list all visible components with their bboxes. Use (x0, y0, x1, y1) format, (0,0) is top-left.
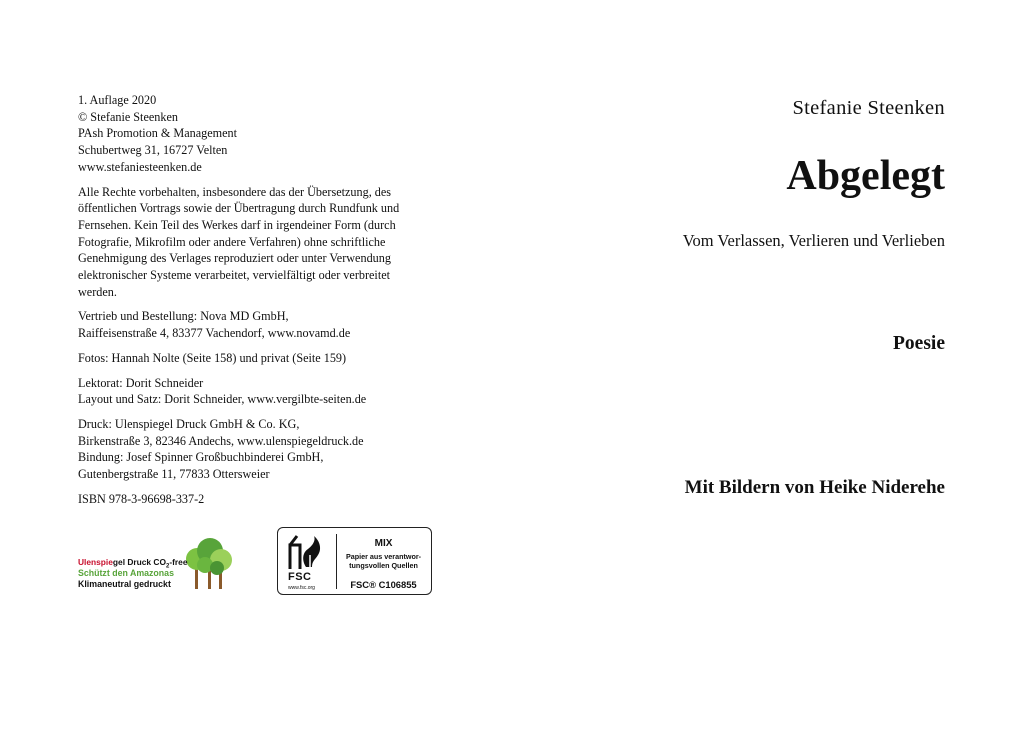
book-subtitle: Vom Verlassen, Verlieren und Verlieben (682, 231, 945, 250)
rights-line: öffentlichen Vortrags sowie der Übertragung durch Rundfunk und (78, 201, 400, 216)
fsc-code: FSC® C106855 (350, 579, 417, 590)
certification-logos (78, 527, 438, 599)
tree-icon (181, 535, 237, 591)
ulenspiegel-climate: Klimaneutral gedruckt (78, 579, 171, 589)
imprint-address: Schubertweg 31, 16727 Velten (78, 143, 228, 158)
imprint-print (78, 416, 448, 483)
fsc-logo (277, 527, 432, 595)
fsc-mix: MIX (374, 538, 393, 549)
fsc-tree-icon (286, 533, 326, 571)
imprint-publisher: PAsh Promotion & Management (78, 126, 238, 141)
book-author: Stefanie Steenken (792, 97, 945, 119)
imprint-edition: 1. Auflage 2020 (78, 93, 157, 107)
imprint (78, 92, 448, 515)
rights-line: Alle Rechte vorbehalten, insbesondere das der Übersetzung, des (78, 184, 392, 199)
fsc-description-line: Papier aus verantwor- (345, 552, 422, 561)
editing-line: Lektorat: Dorit Schneider (78, 375, 204, 390)
book-title: Abgelegt (786, 153, 945, 199)
photos-line: Fotos: Hannah Nolte (Seite 158) und privat (Seite 159) (78, 350, 347, 365)
imprint-distribution (78, 308, 448, 341)
print-line: Druck: Ulenspiegel Druck GmbH & Co. KG, (78, 416, 300, 431)
imprint-photos (78, 350, 448, 367)
imprint-isbn (78, 491, 448, 508)
print-line: Gutenbergstraße 11, 77833 Ottersweier (78, 467, 270, 482)
rights-line: Genehmigung des Verlages reproduziert oder unter Verwendung (78, 251, 391, 266)
fsc-description-line: tungsvollen Quellen (349, 560, 418, 570)
fsc-letters: FSC (288, 571, 312, 583)
rights-line: Fernsehen. Kein Teil des Werkes darf in irgendeiner Form (durch (78, 217, 396, 232)
rights-line: elektronischer Systeme verarbeitet, vervielfältigt oder verbreitet (78, 268, 391, 283)
rights-line: Fotografie, Mikrofilm oder andere Verfahren) ohne schriftliche (78, 234, 386, 249)
fsc-description (336, 553, 431, 570)
fsc-url: www.fsc.org (288, 585, 315, 591)
ulenspiegel-amazon: Schützt den Amazonas (78, 568, 174, 578)
editing-line: Layout und Satz: Dorit Schneider, www.vergilbte-seiten.de (78, 392, 367, 407)
imprint-rights (78, 184, 448, 301)
rights-line: werden. (78, 284, 117, 299)
print-line: Bindung: Josef Spinner Großbuchbinderei GmbH, (78, 450, 324, 465)
imprint-editing (78, 375, 448, 408)
isbn: ISBN 978-3-96698-337-2 (78, 491, 205, 506)
ulenspiegel-logo (78, 535, 238, 595)
book-genre: Poesie (893, 333, 945, 354)
print-line: Birkenstraße 3, 82346 Andechs, www.ulenspiegeldruck.de (78, 433, 364, 448)
imprint-copyright: © Stefanie Steenken (78, 109, 178, 124)
distribution-line: Raiffeisenstraße 4, 83377 Vachendorf, www.novamd.de (78, 326, 351, 341)
imprint-edition-block (78, 92, 448, 176)
ulenspiegel-name: Ulenspiegel Druck $CO_2$-free (78, 557, 188, 570)
imprint-website: www.stefaniesteenken.de (78, 159, 202, 174)
distribution-line: Vertrieb und Bestellung: Nova MD GmbH, (78, 309, 289, 324)
book-illustrator: Mit Bildern von Heike Niderehe (684, 477, 945, 498)
